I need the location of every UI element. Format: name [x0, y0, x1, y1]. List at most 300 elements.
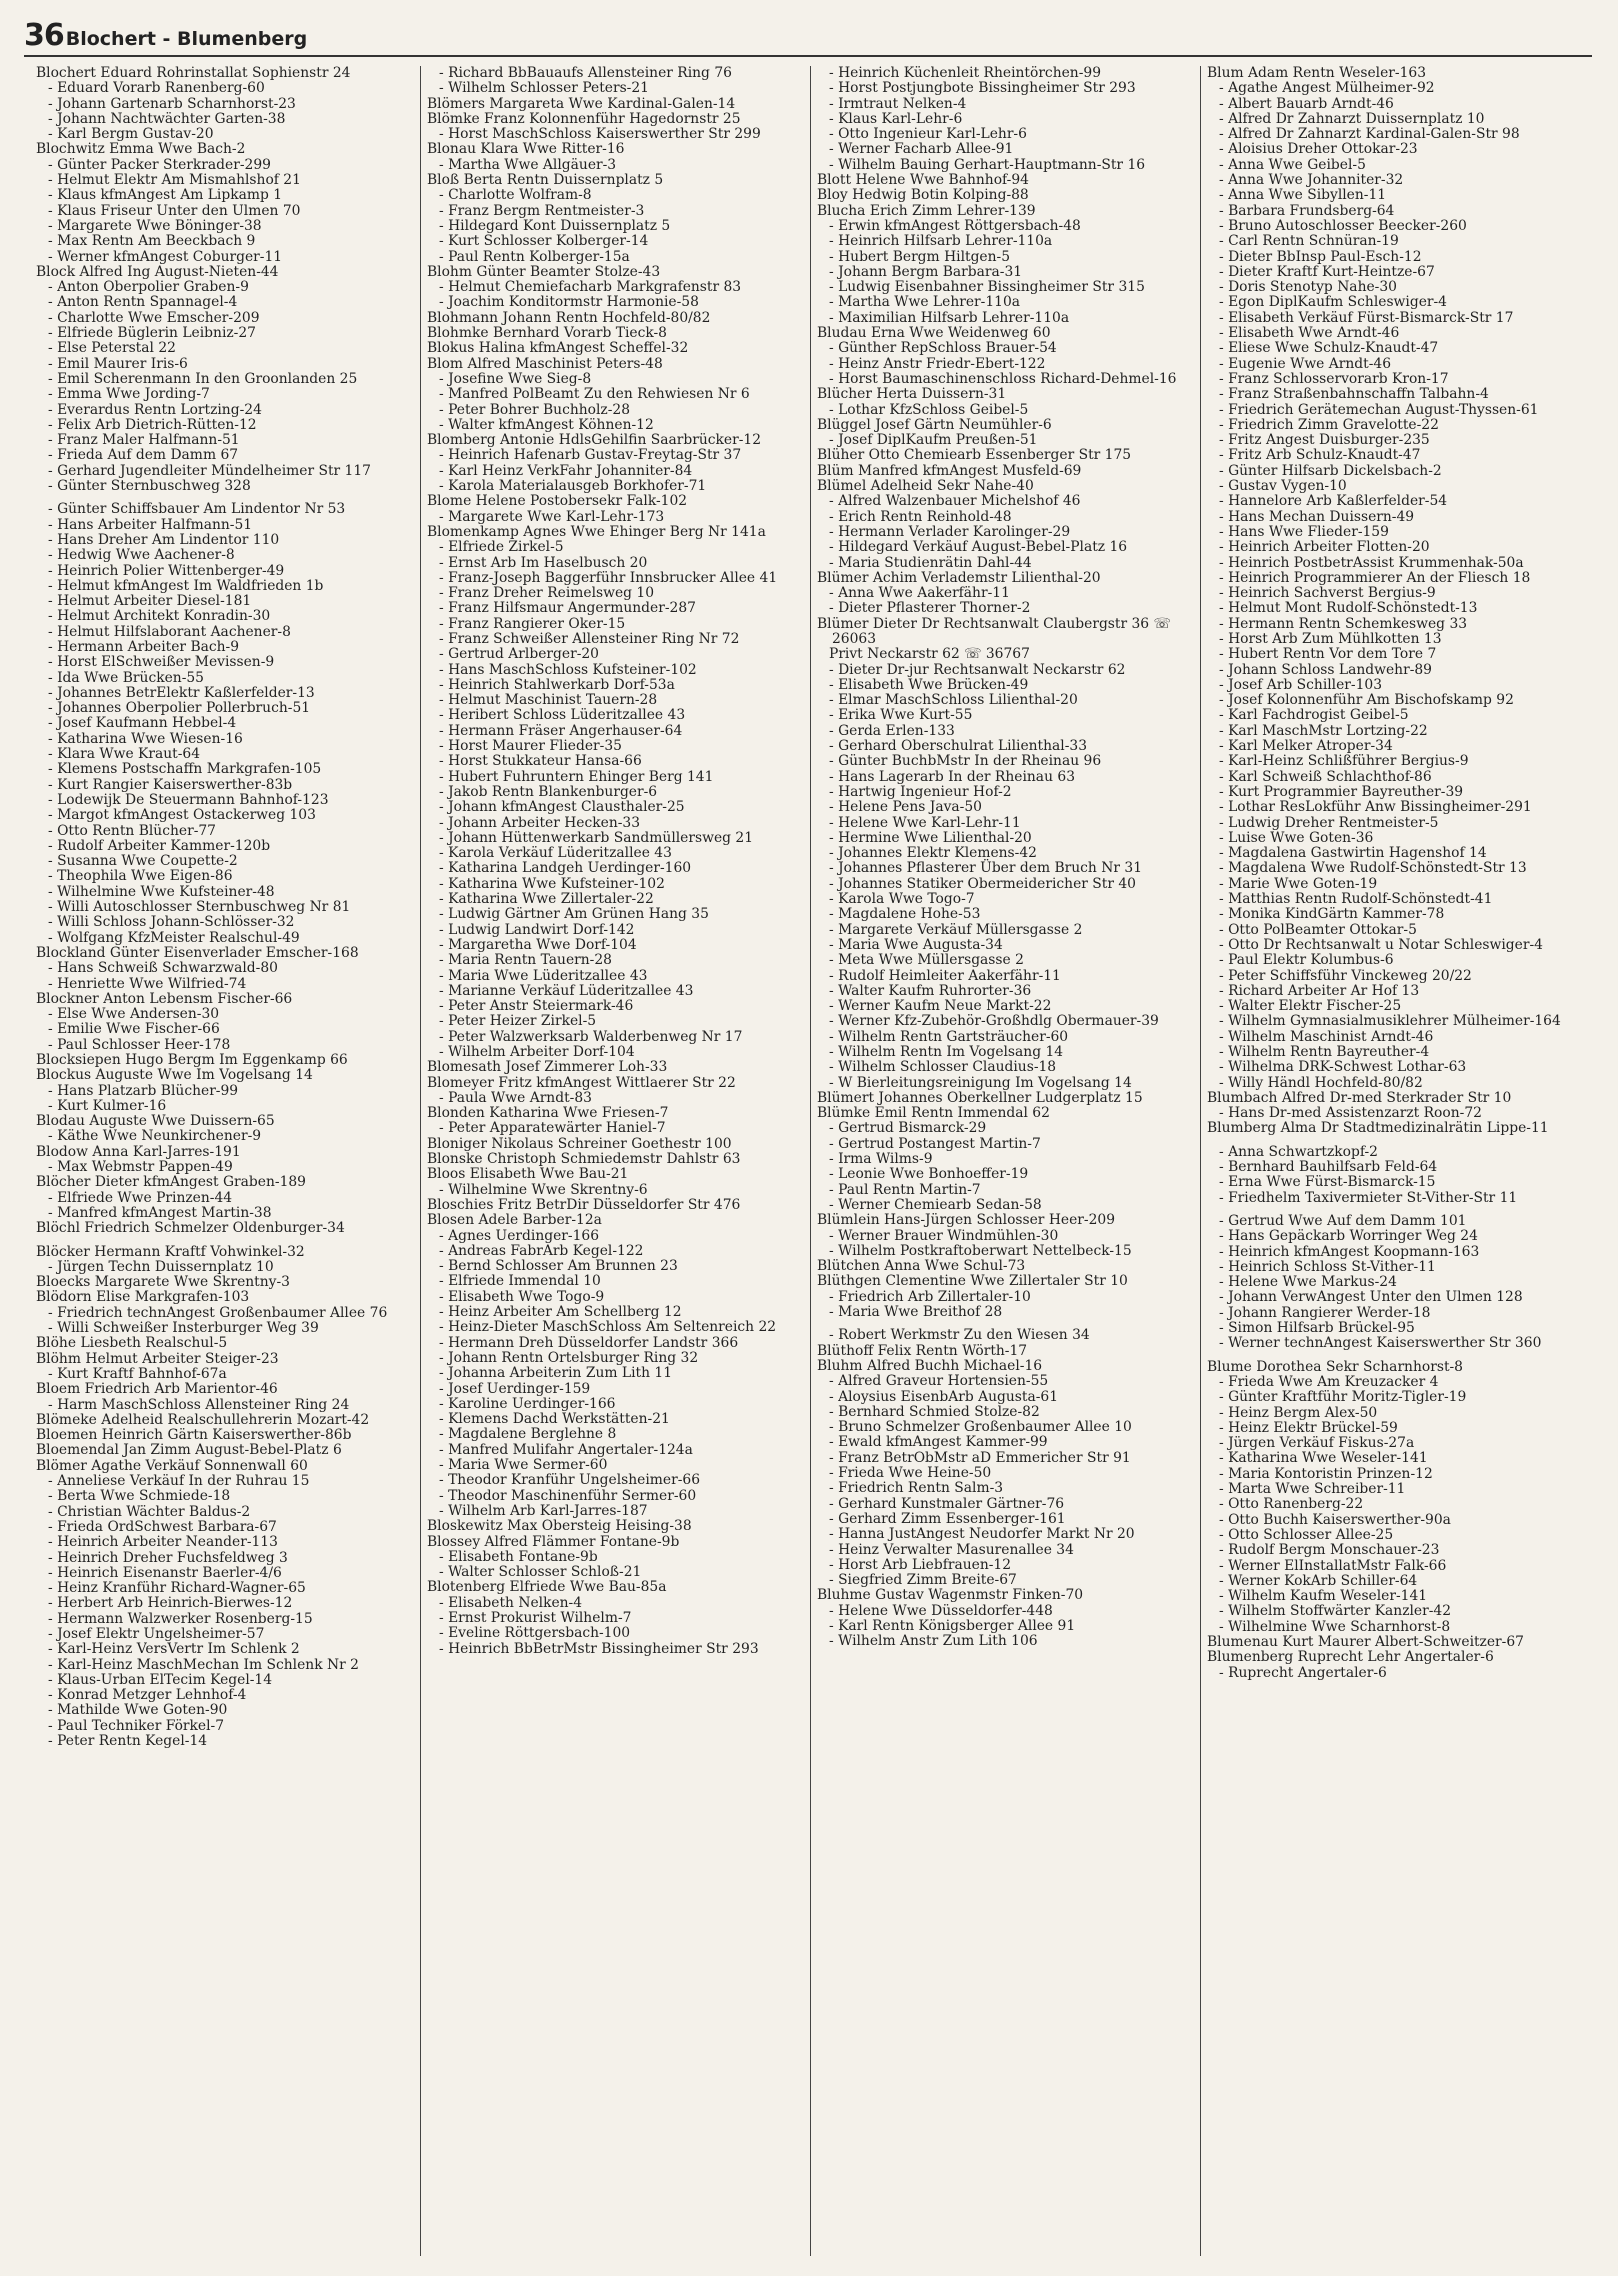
directory-entry: - Elfriede Büglerin Leibniz-27 [48, 325, 256, 342]
directory-entry: - Siegfried Zimm Breite-67 [829, 1572, 1017, 1589]
directory-entry: - Manfred Mulifahr Angertaler-124a [439, 1441, 693, 1458]
directory-entry: - Paul Schlosser Heer-178 [48, 1036, 231, 1053]
directory-entry: - Franz Schweißer Allensteiner Ring Nr 72 [439, 630, 740, 647]
directory-entry: - Alfred Dr Zahnarzt Duissernplatz 10 [1219, 110, 1485, 127]
directory-entry: - Willi Autoschlosser Sternbuschweg Nr 81 [48, 899, 351, 916]
directory-entry: - Wilhelma DRK-Schwest Lothar-63 [1219, 1059, 1467, 1076]
directory-entry: - Mathilde Wwe Goten-90 [48, 1702, 228, 1719]
directory-entry: - Horst Postjungbote Bissingheimer Str 293 [829, 80, 1136, 97]
directory-entry: - Joachim Konditormstr Harmonie-58 [439, 294, 699, 311]
directory-entry: - Charlotte Wolfram-8 [439, 187, 592, 204]
directory-entry: - Fritz Angest Duisburger-235 [1219, 432, 1430, 449]
directory-entry: - Martha Wwe Allgäuer-3 [439, 156, 617, 173]
directory-entry: Bloniger Nikolaus Schreiner Goethestr 100 [427, 1135, 732, 1152]
directory-entry: - Erna Wwe Fürst-Bismarck-15 [1219, 1174, 1436, 1191]
directory-entry: - Gerda Erlen-133 [829, 722, 955, 739]
directory-entry: - Heinz Arbeiter Am Schellberg 12 [439, 1304, 682, 1321]
directory-entry: Blümert Johannes Oberkellner Ludgerplatz 15 [817, 1089, 1143, 1106]
page-number: 36 [24, 18, 64, 53]
directory-entry: - Elisabeth Fontane-9b [439, 1548, 598, 1565]
directory-entry: - Karl-Heinz MaschMechan Im Schlenk Nr 2 [48, 1656, 359, 1673]
directory-entry: - Irma Wilms-9 [829, 1151, 933, 1168]
directory-entry: - Johannes Oberpolier Pollerbruch-51 [48, 700, 311, 717]
directory-entry: - Anneliese Verkäuf In der Ruhrau 15 [48, 1473, 310, 1490]
directory-entry: Blossey Alfred Flämmer Fontane-9b [427, 1533, 680, 1550]
directory-entry: - Margaretha Wwe Dorf-104 [439, 936, 637, 953]
directory-entry: - Katharina Wwe Weseler-141 [1219, 1450, 1428, 1467]
directory-entry: - Heinrich Sachverst Bergius-9 [1219, 585, 1436, 602]
directory-entry: - Ewald kfmAngest Kammer-99 [829, 1434, 1048, 1451]
directory-entry: Blumberg Alma Dr Stadtmedizinalrätin Lippe-11 [1207, 1120, 1549, 1137]
directory-entry: - Werner Chemiearb Sedan-58 [829, 1196, 1042, 1213]
directory-entry: - Willy Händl Hochfeld-80/82 [1219, 1074, 1423, 1091]
directory-entry: - Wilhelm Maschinist Arndt-46 [1219, 1028, 1434, 1045]
directory-entry: - Irmtraut Nelken-4 [829, 95, 967, 112]
directory-entry: Blonden Katharina Wwe Friesen-7 [427, 1105, 669, 1122]
directory-entry: Blumenberg Ruprecht Lehr Angertaler-6 [1207, 1649, 1494, 1666]
directory-entry: - Walter Elektr Fischer-25 [1219, 998, 1402, 1015]
directory-entry: - Eliese Wwe Schulz-Knaudt-47 [1219, 340, 1439, 357]
directory-entry: - Ludwig Dreher Rentmeister-5 [1219, 814, 1439, 831]
directory-entry: - Dieter Kraftf Kurt-Heintze-67 [1219, 263, 1435, 280]
directory-entry: - Karl-Heinz VersVertr Im Schlenk 2 [48, 1641, 300, 1658]
directory-entry: - Walter Kaufm Ruhrorter-36 [829, 982, 1032, 999]
directory-entry: - Johann Nachtwächter Garten-38 [48, 110, 286, 127]
directory-entry: - Martha Wwe Lehrer-110a [829, 294, 1021, 311]
directory-entry: - Eugenie Wwe Arndt-46 [1219, 355, 1392, 372]
directory-entry: - Jürgen Techn Duissernplatz 10 [48, 1258, 274, 1275]
directory-entry: - Richard BbBauaufs Allensteiner Ring 76 [439, 66, 732, 81]
directory-entry: - Magdalena Gastwirtin Hagenshof 14 [1219, 845, 1487, 862]
directory-entry: - Günter Schiffsbauer Am Lindentor Nr 53 [48, 501, 346, 518]
directory-entry: Blom Alfred Maschinist Peters-48 [427, 355, 663, 372]
directory-entry: - Heinrich kfmAngest Koopmann-163 [1219, 1243, 1480, 1260]
directory-entry: Blüher Otto Chemiearb Essenberger Str 175 [817, 447, 1132, 464]
directory-entry: - Josef Kolonnenführ Am Bischofskamp 92 [1219, 692, 1514, 709]
directory-entry: - Hans Dreher Am Lindentor 110 [48, 531, 280, 548]
directory-entry: - Friedrich Arb Zillertaler-10 [829, 1288, 1031, 1305]
directory-entry: - Josef Kaufmann Hebbel-4 [48, 715, 237, 732]
directory-entry: - Ruprecht Angertaler-6 [1219, 1664, 1387, 1681]
directory-entry: - Ernst Arb Im Haselbusch 20 [439, 554, 648, 571]
directory-entry: - Katharina Landgeh Uerdinger-160 [439, 860, 692, 877]
directory-entry: - Horst Maurer Flieder-35 [439, 738, 622, 755]
directory-entry: - Franz BetrObMstr aD Emmericher Str 91 [829, 1449, 1131, 1466]
directory-entry: - Theodor Maschinenführ Sermer-60 [439, 1487, 697, 1504]
directory-entry: - Rudolf Arbeiter Kammer-120b [48, 837, 271, 854]
directory-entry: - Günter Sternbuschweg 328 [48, 478, 251, 495]
directory-entry: - Wilhelmine Wwe Kufsteiner-48 [48, 883, 275, 900]
directory-entry: - Otto Dr Rechtsanwalt u Notar Schleswiger-4 [1219, 936, 1543, 953]
directory-entry: - Emilie Wwe Fischer-66 [48, 1021, 220, 1038]
directory-entry: Blomeyer Fritz kfmAngest Wittlaerer Str 22 [427, 1074, 736, 1091]
directory-entry: - Maria Wwe Lüderitzallee 43 [439, 967, 648, 984]
directory-entry: - Josef DiplKaufm Preußen-51 [829, 432, 1038, 449]
directory-entry: - Alfred Dr Zahnarzt Kardinal-Galen-Str 98 [1219, 126, 1520, 143]
directory-entry: Blum Adam Rentn Weseler-163 [1207, 66, 1427, 81]
directory-entry: - Emil Scherenmann In den Groonlanden 25 [48, 370, 358, 387]
directory-entry: - Susanna Wwe Coupette-2 [48, 853, 238, 870]
directory-entry: Blöhm Helmut Arbeiter Steiger-23 [36, 1350, 279, 1367]
directory-entry: - Otto PolBeamter Ottokar-5 [1219, 921, 1417, 938]
directory-entry: - Josef Elektr Ungelsheimer-57 [48, 1625, 265, 1642]
directory-entry: - Klaus-Urban ElTecim Kegel-14 [48, 1671, 273, 1688]
directory-entry: - Erich Rentn Reinhold-48 [829, 508, 1012, 525]
directory-entry: - Hans Platzarb Blücher-99 [48, 1082, 239, 1099]
directory-entry: - Otto Ingenieur Karl-Lehr-6 [829, 126, 1027, 143]
directory-entry: - Bernhard Bauhilfsarb Feld-64 [1219, 1159, 1438, 1176]
directory-entry: - Maria Wwe Augusta-34 [829, 936, 1003, 953]
directory-entry: - Peter Anstr Steiermark-46 [439, 998, 634, 1015]
directory-entry: - Kurt Kulmer-16 [48, 1097, 167, 1114]
directory-entry: Bluhm Alfred Buchh Michael-16 [817, 1357, 1043, 1374]
directory-entry: Blohm Günter Beamter Stolze-43 [427, 263, 661, 280]
directory-entry: - Carl Rentn Schnüran-19 [1219, 233, 1399, 250]
directory-entry: Blochwitz Emma Wwe Bach-2 [36, 141, 246, 158]
directory-entry: - Katharina Wwe Kufsteiner-102 [439, 875, 665, 892]
directory-entry: - Magdalene Hohe-53 [829, 906, 981, 923]
directory-entry: - Manfred kfmAngest Martin-38 [48, 1204, 272, 1221]
directory-entry: - Otto Ranenberg-22 [1219, 1496, 1364, 1513]
directory-entry: - Horst Arb Liebfrauen-12 [829, 1556, 1012, 1573]
directory-entry: - Elfriede Wwe Prinzen-44 [48, 1189, 233, 1206]
directory-entry: - Dieter BbInsp Paul-Esch-12 [1219, 248, 1422, 265]
directory-entry: - Karl Bergm Gustav-20 [48, 126, 214, 143]
directory-entry: - Wilhelm Postkraftoberwart Nettelbeck-15 [829, 1242, 1132, 1259]
directory-entry: - Hubert Bergm Hiltgen-5 [829, 248, 1011, 265]
directory-entry: Blotenberg Elfriede Wwe Bau-85a [427, 1579, 667, 1596]
directory-entry: - Hubert Fuhruntern Ehinger Berg 141 [439, 768, 714, 785]
directory-entry: - Helmut Arbeiter Diesel-181 [48, 593, 252, 610]
directory-entry: - Bernhard Schmied Stolze-82 [829, 1403, 1040, 1420]
directory-entry: - Heinrich Küchenleit Rheintörchen-99 [829, 66, 1102, 81]
directory-entry: - Wilhelm Gymnasialmusiklehrer Mülheimer-164 [1219, 1013, 1561, 1030]
directory-entry: - Hans Dr-med Assistenzarzt Roon-72 [1219, 1105, 1482, 1122]
directory-entry: Blümer Dieter Dr Rechtsanwalt Claubergstr 36 ☏ 26063 [817, 615, 1171, 647]
directory-entry: - Heinrich Eisenanstr Baerler-4/6 [48, 1564, 282, 1581]
directory-entry: - Werner Kaufm Neue Markt-22 [829, 998, 1052, 1015]
page-header [24, 18, 307, 52]
directory-entry: - Magdalene Berglehne 8 [439, 1426, 617, 1443]
directory-entry: - Maria Studienrätin Dahl-44 [829, 554, 1032, 571]
directory-entry: - Helene Wwe Markus-24 [1219, 1274, 1397, 1291]
directory-entry: - Alfred Walzenbauer Michelshof 46 [829, 493, 1081, 510]
directory-entry: - Theophila Wwe Eigen-86 [48, 868, 233, 885]
directory-entry: - Walter Schlosser Schloß-21 [439, 1564, 642, 1581]
directory-entry: - Werner technAngest Kaiserswerther Str 360 [1219, 1335, 1542, 1352]
directory-entry: - Werner kfmAngest Coburger-11 [48, 248, 283, 265]
directory-entry: - Doris Stenotyp Nahe-30 [1219, 279, 1397, 296]
directory-entry: - Wilhelm Schlosser Claudius-18 [829, 1059, 1057, 1076]
directory-entry: - Peter Heizer Zirkel-5 [439, 1013, 597, 1030]
directory-entry: - Ludwig Landwirt Dorf-142 [439, 921, 635, 938]
directory-entry: - Max Webmstr Pappen-49 [48, 1159, 233, 1176]
directory-entry: - Karl Schweiß Schlachthof-86 [1219, 768, 1432, 785]
directory-entry: - Gerhard Zimm Essenberger-161 [829, 1510, 1066, 1527]
directory-entry: - Klara Wwe Kraut-64 [48, 746, 201, 763]
directory-entry: Blöcker Hermann Kraftf Vohwinkel-32 [36, 1243, 305, 1260]
directory-entry: - Franz Maler Halfmann-51 [48, 432, 240, 449]
directory-entry: - Wilhelmine Wwe Skrentny-6 [439, 1181, 648, 1198]
directory-entry: Blücher Herta Duissern-31 [817, 386, 1007, 403]
directory-entry: Bloy Hedwig Botin Kolping-88 [817, 187, 1029, 204]
directory-columns [30, 66, 1590, 2256]
directory-entry: Blümlein Hans-Jürgen Schlosser Heer-209 [817, 1212, 1115, 1229]
directory-entry: - Marta Wwe Schreiber-11 [1219, 1481, 1406, 1498]
directory-entry: - Werner Brauer Windmühlen-30 [829, 1227, 1059, 1244]
directory-entry: - Johannes Pflasterer Über dem Bruch Nr 31 [829, 860, 1142, 877]
directory-entry: - Margarete Wwe Böninger-38 [48, 217, 262, 234]
directory-entry: - Alfred Graveur Hortensien-55 [829, 1373, 1049, 1390]
directory-entry: - Hans Arbeiter Halfmann-51 [48, 516, 253, 533]
directory-entry: - Frieda Wwe Heine-50 [829, 1465, 992, 1482]
directory-entry: - Horst Baumaschinenschloss Richard-Dehmel-16 [829, 370, 1177, 387]
directory-entry: - Bruno Schmelzer Großenbaumer Allee 10 [829, 1419, 1132, 1436]
directory-entry: - Günther RepSchloss Brauer-54 [829, 340, 1057, 357]
directory-entry: Blümke Emil Rentn Immendal 62 [817, 1105, 1050, 1122]
column-2 [420, 66, 810, 2256]
column-4 [1200, 66, 1590, 2256]
directory-entry: - Andreas FabrArb Kegel-122 [439, 1242, 644, 1259]
directory-entry: Blüthgen Clementine Wwe Zillertaler Str 10 [817, 1273, 1128, 1290]
directory-entry: - Gerhard Kunstmaler Gärtner-76 [829, 1495, 1065, 1512]
directory-entry: Bloß Berta Rentn Duissernplatz 5 [427, 172, 664, 189]
directory-entry: Blütchen Anna Wwe Schul-73 [817, 1258, 1026, 1275]
directory-entry: - Johann Bergm Barbara-31 [829, 263, 1023, 280]
directory-entry: - Dieter Dr-jur Rechtsanwalt Neckarstr 62 [829, 661, 1126, 678]
directory-entry: Bludau Erna Wwe Weidenweg 60 [817, 325, 1051, 342]
directory-entry: - Katharina Wwe Zillertaler-22 [439, 891, 654, 908]
directory-entry: - Karl MaschMstr Lortzing-22 [1219, 722, 1428, 739]
directory-entry: - Robert Werkmstr Zu den Wiesen 34 [829, 1327, 1090, 1344]
directory-entry: - Horst ElSchweißer Mevissen-9 [48, 654, 275, 671]
directory-entry: - Elisabeth Verkäuf Fürst-Bismarck-Str 17 [1219, 309, 1514, 326]
header-divider [24, 55, 1592, 57]
directory-entry: - Helene Wwe Karl-Lehr-11 [829, 814, 1021, 831]
directory-entry: - Gertrud Arlberger-20 [439, 646, 599, 663]
directory-entry: - Else Wwe Andersen-30 [48, 1006, 220, 1023]
directory-entry: - Günter Packer Sterkrader-299 [48, 156, 271, 173]
directory-entry: - Wilhelm Rentn Gartsträucher-60 [829, 1028, 1069, 1045]
directory-entry: - Maria Rentn Tauern-28 [439, 952, 612, 969]
directory-entry: - Erika Wwe Kurt-55 [829, 707, 973, 724]
directory-entry: - Aloysius EisenbArb Augusta-61 [829, 1388, 1059, 1405]
directory-entry: Bloem Friedrich Arb Marientor-46 [36, 1381, 278, 1398]
column-1 [30, 66, 420, 2256]
directory-entry: - Gertrud Postangest Martin-7 [829, 1135, 1041, 1152]
directory-entry: - Ludwig Eisenbahner Bissingheimer Str 315 [829, 279, 1145, 296]
directory-entry: - Maria Wwe Sermer-60 [439, 1457, 608, 1474]
directory-entry: - Hermann Arbeiter Bach-9 [48, 638, 240, 655]
directory-entry: - Karl Melker Atroper-34 [1219, 738, 1393, 755]
directory-entry: - Willi Schloss Johann-Schlösser-32 [48, 914, 295, 931]
directory-entry: - Peter Rentn Kegel-14 [48, 1733, 208, 1750]
directory-entry: - Helmut Chemiefacharb Markgrafenstr 83 [439, 279, 742, 296]
directory-entry: - Elisabeth Wwe Togo-9 [439, 1288, 605, 1305]
directory-entry: Blümel Adelheid Sekr Nahe-40 [817, 478, 1034, 495]
directory-entry: - Horst Stukkateur Hansa-66 [439, 753, 642, 770]
directory-entry: - Peter Apparatewärter Haniel-7 [439, 1120, 666, 1137]
directory-entry: Blüggel Josef Gärtn Neumühler-6 [817, 416, 1052, 433]
directory-entry: - Wilhelmine Wwe Scharnhorst-8 [1219, 1618, 1451, 1635]
directory-entry: - Johann Schloss Landwehr-89 [1219, 661, 1432, 678]
directory-entry: - Lodewijk De Steuermann Bahnhof-123 [48, 791, 329, 808]
directory-entry: Bloemen Heinrich Gärtn Kaiserswerther-86b [36, 1427, 352, 1444]
directory-entry: - Heinrich Hafenarb Gustav-Freytag-Str 37 [439, 447, 742, 464]
directory-entry: Bluhme Gustav Wagenmstr Finken-70 [817, 1587, 1084, 1604]
directory-entry: - Johann Rangierer Werder-18 [1219, 1304, 1431, 1321]
directory-entry: - Luise Wwe Goten-36 [1219, 829, 1374, 846]
directory-entry: - Emil Maurer Iris-6 [48, 355, 188, 372]
directory-entry: - Heinz Verwalter Masurenallee 34 [829, 1541, 1074, 1558]
directory-entry: - Klemens Postschaffn Markgrafen-105 [48, 761, 322, 778]
directory-entry: - Helene Wwe Düsseldorfer-448 [829, 1602, 1053, 1619]
directory-entry: Blockner Anton Lebensm Fischer-66 [36, 990, 293, 1007]
directory-entry: - Josefine Wwe Sieg-8 [439, 370, 592, 387]
directory-entry: - Hermann Fräser Angerhauser-64 [439, 722, 683, 739]
directory-entry: - Agnes Uerdinger-166 [439, 1227, 600, 1244]
directory-entry: - Eduard Vorarb Ranenberg-60 [48, 80, 265, 97]
column-3 [810, 66, 1200, 2256]
directory-entry: - Helmut Maschinist Tauern-28 [439, 692, 658, 709]
directory-entry: - Günter BuchbMstr In der Rheinau 96 [829, 753, 1102, 770]
directory-entry: - Karola Verkäuf Lüderitzallee 43 [439, 845, 672, 862]
directory-entry: - Johannes Elektr Klemens-42 [829, 845, 1037, 862]
directory-entry: - Theodor Kranführ Ungelsheimer-66 [439, 1472, 701, 1489]
directory-entry: - Heinz Anstr Friedr-Ebert-122 [829, 355, 1046, 372]
directory-entry: - Harm MaschSchloss Allensteiner Ring 24 [48, 1396, 350, 1413]
directory-entry: - Wilhelm Rentn Bayreuther-4 [1219, 1044, 1430, 1060]
directory-entry: - Heinrich Schloss St-Vither-11 [1219, 1258, 1436, 1275]
directory-entry: Blumbach Alfred Dr-med Sterkrader Str 10 [1207, 1089, 1512, 1106]
directory-entry: - Werner Facharb Allee-91 [829, 141, 1014, 158]
directory-entry: - Bruno Autoschlosser Beecker-260 [1219, 217, 1467, 234]
directory-entry: - Hans Lagerarb In der Rheinau 63 [829, 768, 1075, 785]
directory-entry: - Margot kfmAngest Ostackerweg 103 [48, 807, 316, 824]
directory-entry: - Friedhelm Taxivermieter St-Vither-Str 11 [1219, 1189, 1518, 1206]
directory-entry: - Hans Mechan Duissern-49 [1219, 508, 1415, 525]
directory-entry: - Anton Rentn Spannagel-4 [48, 294, 238, 311]
directory-entry: - Klemens Dachd Werkstätten-21 [439, 1411, 670, 1428]
directory-entry: - Elfriede Zirkel-5 [439, 539, 564, 556]
directory-entry: Blohmke Bernhard Vorarb Tieck-8 [427, 325, 667, 342]
directory-entry: Blonske Christoph Schmiedemstr Dahlstr 63 [427, 1151, 741, 1168]
directory-entry: - Franz Rangierer Oker-15 [439, 615, 626, 632]
directory-entry: - Wilhelm Anstr Zum Lith 106 [829, 1633, 1038, 1650]
directory-entry: - Heinz Kranführ Richard-Wagner-65 [48, 1580, 306, 1597]
directory-entry: Blohmann Johann Rentn Hochfeld-80/82 [427, 309, 711, 326]
directory-entry: - Franz Hilfsmaur Angermunder-287 [439, 600, 696, 617]
directory-entry: Blott Helene Wwe Bahnhof-94 [817, 172, 1029, 189]
directory-entry: - Charlotte Wwe Emscher-209 [48, 309, 260, 326]
directory-entry: - Margarete Wwe Karl-Lehr-173 [439, 508, 665, 525]
directory-entry: - Johann kfmAngest Clausthaler-25 [439, 799, 685, 816]
directory-entry: - Günter Hilfsarb Dickelsbach-2 [1219, 462, 1442, 479]
directory-entry: - Gerhard Jugendleiter Mündelheimer Str 117 [48, 462, 371, 479]
directory-entry: - Max Rentn Am Beeckbach 9 [48, 233, 256, 250]
directory-entry: - Hildegard Kont Duissernplatz 5 [439, 217, 671, 234]
directory-entry: - Monika KindGärtn Kammer-78 [1219, 906, 1445, 923]
directory-entry: - Otto Buchh Kaiserswerther-90a [1219, 1511, 1451, 1528]
directory-entry: - Albert Bauarb Arndt-46 [1219, 95, 1394, 112]
directory-entry: Blöhe Liesbeth Realschul-5 [36, 1335, 228, 1352]
directory-entry: - Ernst Prokurist Wilhelm-7 [439, 1609, 632, 1626]
directory-entry: - Willi Schweißer Insterburger Weg 39 [48, 1320, 319, 1337]
directory-entry: - Erwin kfmAngest Röttgersbach-48 [829, 217, 1081, 234]
directory-entry: - Maximilian Hilfsarb Lehrer-110a [829, 309, 1070, 326]
directory-entry: - Hans MaschSchloss Kufsteiner-102 [439, 661, 697, 678]
directory-entry: - Wilhelm Arbeiter Dorf-104 [439, 1044, 635, 1060]
directory-entry: - Anna Schwartzkopf-2 [1219, 1143, 1378, 1160]
directory-entry: Blosen Adele Barber-12a [427, 1212, 602, 1229]
directory-entry: - Johann Gartenarb Scharnhorst-23 [48, 95, 296, 112]
directory-entry: - Hermann Walzwerker Rosenberg-15 [48, 1610, 313, 1627]
directory-entry: - Friedrich Gerätemechan August-Thyssen-61 [1219, 401, 1539, 418]
directory-entry: - Elisabeth Wwe Brücken-49 [829, 676, 1029, 693]
directory-entry: - Wilhelm Rentn Im Vogelsang 14 [829, 1044, 1064, 1060]
directory-entry: - Elisabeth Nelken-4 [439, 1594, 583, 1611]
directory-entry: - Hanna JustAngest Neudorfer Markt Nr 20 [829, 1526, 1135, 1543]
directory-entry: - Herbert Arb Heinrich-Bierwes-12 [48, 1595, 293, 1612]
directory-entry: - Lothar KfzSchloss Geibel-5 [829, 401, 1029, 418]
directory-entry: - Helmut Hilfslaborant Aachener-8 [48, 623, 291, 640]
directory-entry: - Maria Kontoristin Prinzen-12 [1219, 1465, 1433, 1482]
directory-entry: - Helene Pens Java-50 [829, 799, 982, 816]
directory-entry: - Kurt Programmier Bayreuther-39 [1219, 783, 1464, 800]
directory-entry: Blodau Auguste Wwe Duissern-65 [36, 1113, 275, 1130]
directory-entry: Blockland Günter Eisenverlader Emscher-168 [36, 944, 359, 961]
directory-entry: - Margarete Verkäuf Müllersgasse 2 [829, 921, 1083, 938]
directory-entry: - Heinz Bergm Alex-50 [1219, 1404, 1378, 1421]
directory-entry: - Frieda Wwe Am Kreuzacker 4 [1219, 1373, 1439, 1390]
directory-entry: - Hermann Rentn Schemkesweg 33 [1219, 615, 1468, 632]
directory-entry: Blömeke Adelheid Realschullehrerin Mozart-42 [36, 1411, 370, 1428]
directory-entry: - Johann Arbeiter Hecken-33 [439, 814, 641, 831]
directory-entry: - Katharina Wwe Wiesen-16 [48, 730, 243, 747]
directory-entry: - Friedrich technAngest Großenbaumer Allee 76 [48, 1304, 388, 1321]
directory-entry: - Karl Fachdrogist Geibel-5 [1219, 707, 1409, 724]
directory-entry: - Magdalena Wwe Rudolf-Schönstedt-Str 13 [1219, 860, 1527, 877]
directory-entry: - Jakob Rentn Blankenburger-6 [439, 783, 658, 800]
directory-entry: Bloecks Margarete Wwe Skrentny-3 [36, 1274, 290, 1291]
directory-entry: - Gertrud Wwe Auf dem Damm 101 [1219, 1212, 1467, 1229]
directory-entry: - Lothar ResLokführ Anw Bissingheimer-291 [1219, 799, 1532, 816]
directory-entry: - Friedrich Rentn Salm-3 [829, 1480, 1004, 1497]
directory-entry: - Gustav Vygen-10 [1219, 478, 1347, 495]
directory-entry: - Heinrich Arbeiter Flotten-20 [1219, 539, 1430, 556]
directory-entry: - Karoline Uerdinger-166 [439, 1395, 616, 1412]
directory-entry: - Else Peterstal 22 [48, 340, 176, 357]
directory-entry: - Dieter Pflasterer Thorner-2 [829, 600, 1031, 617]
directory-entry: - Heinrich PostbetrAssist Krummenhak-50a [1219, 554, 1524, 571]
directory-entry: - Heinz-Dieter MaschSchloss Am Seltenreich 22 [439, 1319, 777, 1336]
directory-entry: - Wilhelm Schlosser Peters-21 [439, 80, 649, 97]
directory-entry: - Kurt Rangier Kaiserswerther-83b [48, 776, 293, 793]
directory-entry: - Wilhelm Bauing Gerhart-Hauptmann-Str 16 [829, 156, 1146, 173]
directory-entry: - Hildegard Verkäuf August-Bebel-Platz 16 [829, 539, 1128, 556]
directory-entry: - Felix Arb Dietrich-Rütten-12 [48, 416, 257, 433]
directory-entry: - Leonie Wwe Bonhoeffer-19 [829, 1166, 1029, 1183]
directory-entry: Blomesath Josef Zimmerer Loh-33 [427, 1059, 668, 1076]
directory-entry: - Franz Schlosservorarb Kron-17 [1219, 370, 1449, 387]
directory-entry: - Hans Gepäckarb Worringer Weg 24 [1219, 1228, 1478, 1245]
directory-entry: - Johann VerwAngest Unter den Ulmen 128 [1219, 1289, 1523, 1306]
directory-entry: - Meta Wwe Müllersgasse 2 [829, 952, 1024, 969]
directory-entry: Bloskewitz Max Obersteig Heising-38 [427, 1518, 692, 1535]
directory-entry: Blome Helene Postobersekr Falk-102 [427, 493, 688, 510]
directory-entry: - Otto Rentn Blücher-77 [48, 822, 216, 839]
directory-entry: - Heinrich Stahlwerkarb Dorf-53a [439, 676, 675, 693]
